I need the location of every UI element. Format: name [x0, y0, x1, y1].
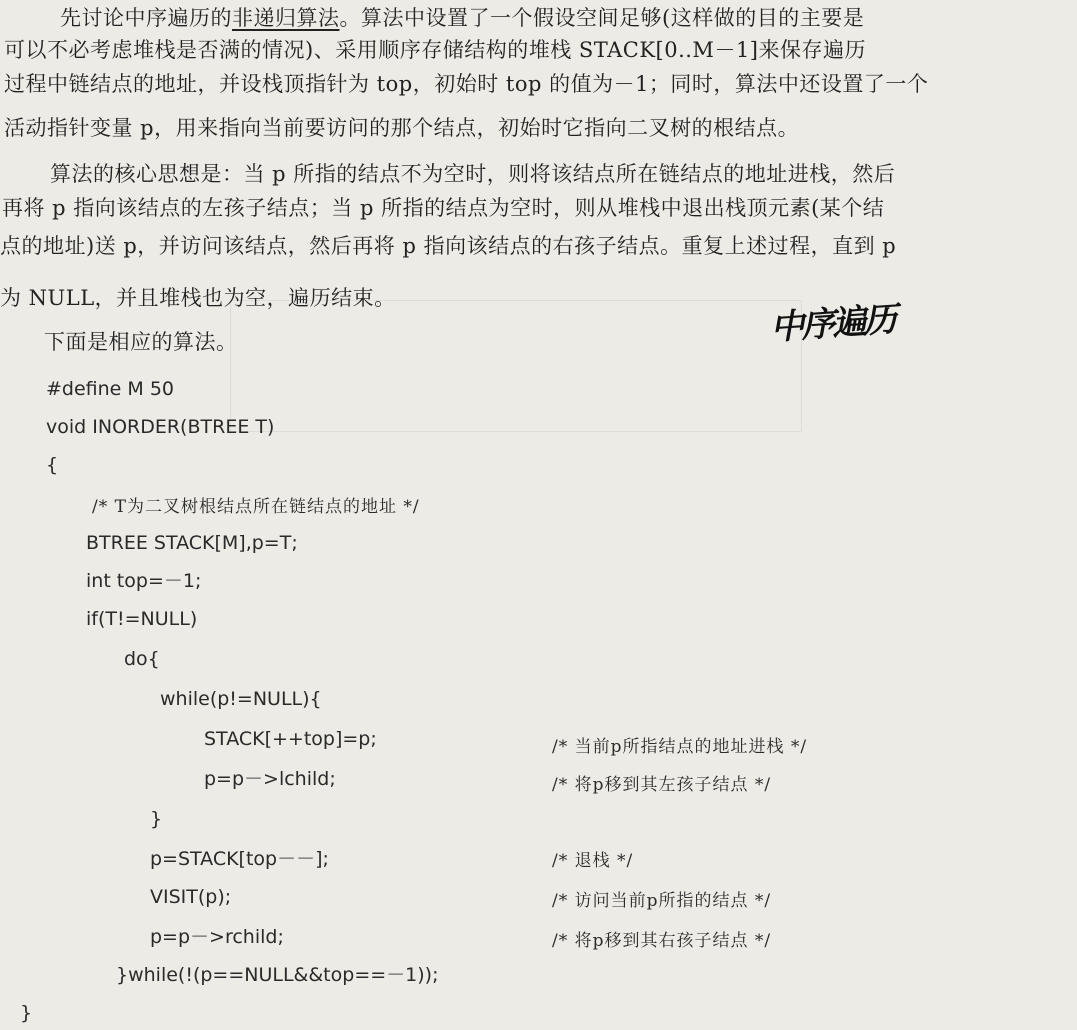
handwritten-note: 中序遍历 — [769, 299, 896, 349]
code-line-right: p=p－>rchild; — [150, 926, 284, 948]
paragraph-line-6: 再将 p 指向该结点的左孩子结点；当 p 所指的结点为空时，则从堆栈中退出栈顶元素(某个结 — [2, 196, 885, 220]
code-line-if: if(T!=NULL) — [86, 608, 198, 630]
comment-visit: /* 访问当前p所指的结点 */ — [552, 891, 772, 911]
paragraph-line-7: 点的地址)送 p，并访问该结点，然后再将 p 指向该结点的右孩子结点。重复上述过程，直到 p — [0, 234, 897, 258]
code-line-close-while: } — [150, 808, 163, 830]
paragraph-line-5: 算法的核心思想是：当 p 所指的结点不为空时，则将该结点所在链结点的地址进栈，然后 — [50, 162, 896, 186]
paragraph-line-1-end: 。算法中设置了一个假设空间足够(这样做的目的主要是 — [339, 6, 865, 30]
underlined-term: 非递归算法 — [232, 6, 340, 30]
bleed-through-table — [230, 300, 802, 432]
paragraph-line-2: 可以不必考虑堆栈是否满的情况)、采用顺序存储结构的堆栈 STACK[0..M－1]来保存遍历 — [4, 38, 866, 62]
code-line-header-comment: /* T为二叉树根结点所在链结点的地址 */ — [92, 497, 420, 517]
comment-push: /* 当前p所指结点的地址进栈 */ — [552, 737, 808, 757]
paragraph-line-8: 为 NULL，并且堆栈也为空，遍历结束。 — [0, 286, 396, 310]
code-line-define: #define M 50 — [46, 378, 175, 400]
code-line-do-while-end: }while(!(p==NULL&&top==－1)); — [116, 964, 439, 986]
paragraph-line-9: 下面是相应的算法。 — [44, 330, 238, 354]
code-line-left: p=p－>lchild; — [204, 768, 336, 790]
comment-right: /* 将p移到其右孩子结点 */ — [552, 931, 772, 951]
comment-pop: /* 退栈 */ — [552, 851, 634, 871]
code-line-stack-decl: BTREE STACK[M],p=T; — [86, 532, 298, 554]
code-line-close-brace: } — [20, 1002, 33, 1024]
code-line-visit: VISIT(p); — [150, 886, 232, 908]
code-line-top-decl: int top=－1; — [86, 570, 202, 592]
code-line-while: while(p!=NULL){ — [160, 688, 322, 710]
code-line-pop: p=STACK[top－－]; — [150, 848, 329, 870]
paragraph-line-3: 过程中链结点的地址，并设栈顶指针为 top，初始时 top 的值为－1；同时，算法中还设置了一个 — [4, 72, 929, 96]
paragraph-line-1 — [60, 4, 864, 32]
code-line-do: do{ — [124, 648, 160, 670]
comment-left: /* 将p移到其左孩子结点 */ — [552, 775, 772, 795]
paragraph-line-4: 活动指针变量 p，用来指向当前要访问的那个结点，初始时它指向二叉树的根结点。 — [4, 116, 800, 140]
paragraph-line-1-start: 先讨论中序遍历的 — [60, 6, 232, 30]
code-line-push: STACK[++top]=p; — [204, 728, 377, 750]
code-line-signature: void INORDER(BTREE T) — [46, 416, 275, 438]
code-line-open-brace: { — [46, 454, 59, 476]
